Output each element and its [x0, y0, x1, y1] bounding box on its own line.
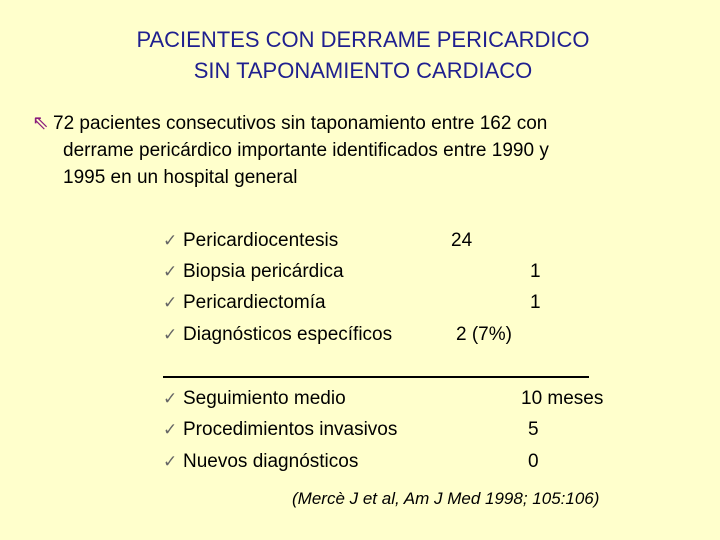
intro-line-2: derrame pericárdico importante identificados entre 1990 y	[63, 140, 549, 161]
list-item-nuevos-diagnosticos	[163, 449, 539, 475]
item-value: 1	[530, 292, 541, 313]
citation: (Mercè J et al, Am J Med 1998; 105:106)	[292, 489, 600, 508]
intro-paragraph	[32, 110, 692, 191]
item-value: 2 (7%)	[456, 324, 512, 345]
item-label: Diagnósticos específicos	[183, 324, 393, 345]
corner-arrow-icon: ⇖	[32, 112, 49, 134]
slide-title	[0, 24, 720, 86]
item-label: Pericardiectomía	[183, 292, 326, 313]
item-label: Nuevos diagnósticos	[183, 451, 359, 472]
title-line-1: PACIENTES CON DERRAME PERICARDICO	[136, 27, 590, 52]
list-item-diagnosticos-especificos	[163, 322, 512, 348]
intro-line-3: 1995 en un hospital general	[63, 167, 298, 188]
check-mark-icon: ✓	[163, 389, 178, 408]
item-value: 10 meses	[521, 388, 604, 409]
item-value: 1	[530, 261, 541, 282]
item-label: Pericardiocentesis	[183, 230, 339, 251]
item-value: 24	[451, 230, 473, 251]
check-mark-icon: ✓	[163, 262, 178, 281]
check-mark-icon: ✓	[163, 420, 178, 439]
check-mark-icon: ✓	[163, 325, 178, 344]
item-label: Biopsia pericárdica	[183, 261, 344, 282]
item-value: 5	[528, 419, 539, 440]
intro-line-1: 72 pacientes consecutivos sin taponamiento entre 162 con	[53, 113, 548, 134]
check-mark-icon: ✓	[163, 293, 178, 312]
check-mark-icon: ✓	[163, 231, 178, 250]
divider	[163, 376, 589, 378]
item-label: Procedimientos invasivos	[183, 419, 398, 440]
list-item-procedimientos	[163, 417, 539, 443]
list-item-pericardiectomia	[163, 290, 541, 316]
list-item-biopsia	[163, 259, 541, 285]
item-value: 0	[528, 451, 539, 472]
check-mark-icon: ✓	[163, 452, 178, 471]
item-label: Seguimiento medio	[183, 388, 346, 409]
title-line-2: SIN TAPONAMIENTO CARDIACO	[193, 58, 533, 83]
list-item-pericardiocentesis	[163, 228, 473, 254]
list-item-seguimiento	[163, 386, 604, 412]
